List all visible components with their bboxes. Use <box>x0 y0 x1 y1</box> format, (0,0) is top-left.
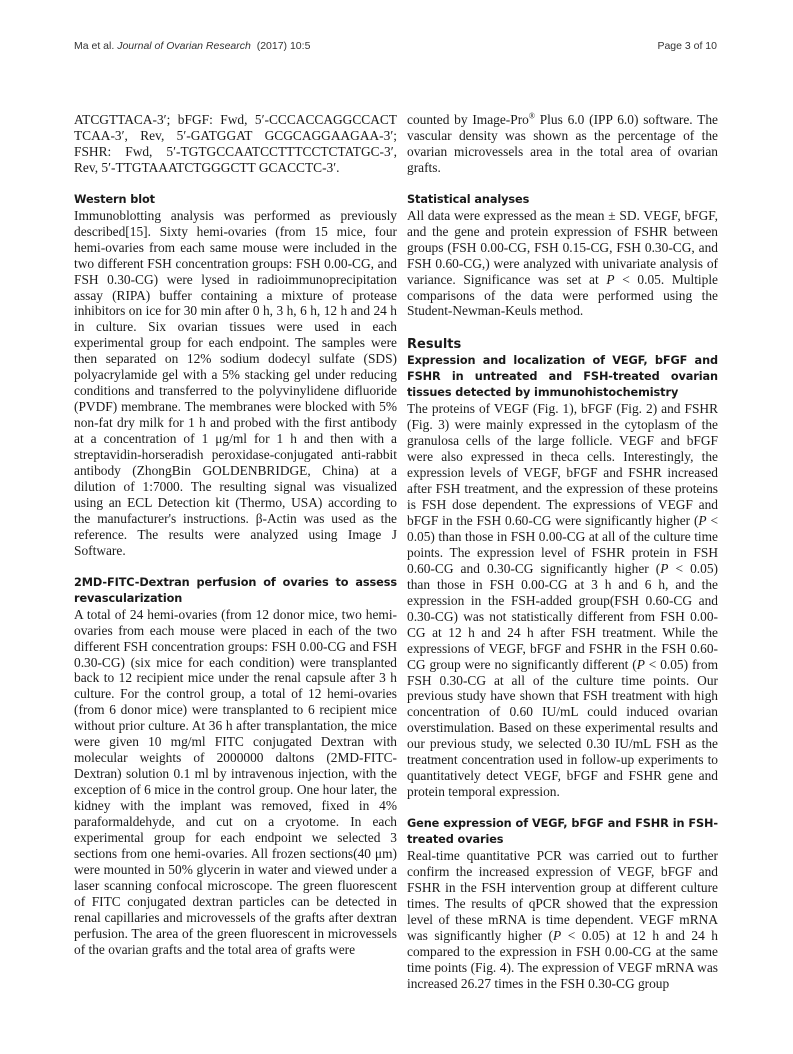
statistics-paragraph: All data were expressed as the mean ± SD. VEGF, bFGF, and the gene and protein expression of FSHR between groups (FSH 0.00-CG, FSH 0.15-CG, FSH 0.30-CG, and FSH 0.60-CG,) were analyzed with univariate analysis of variance. Significance was set at P < 0.05. Multiple comparisons of the data were performed using the Student-Newman-Keuls method. <box>407 207 718 319</box>
journal-citation: Ma et al. Journal of Ovarian Research (2017) 10:5 <box>74 40 311 52</box>
section-heading-western-blot: Western blot <box>74 192 155 206</box>
left-column <box>74 112 397 958</box>
journal-name: Journal of Ovarian Research <box>117 40 251 52</box>
primer-sequences: ATCGTTACA-3′; bFGF: Fwd, 5′-CCCACCAGGCCACT TCAA-3′, Rev, 5′-GATGGAT GCGCAGGAAGAA-3′; FSHR: Fwd, 5′-TGTGCCAATCCTTTCCTCTATGC-3′, Rev, 5′-TTGTAAATCTGGGCTT GCACCTC-3′. <box>74 112 397 175</box>
page-number: Page 3 of 10 <box>657 40 717 52</box>
section-heading-dextran-perfusion: 2MD-FITC-Dextran perfusion of ovaries to assess revascularization <box>74 575 397 605</box>
section-heading-results: Results <box>407 337 462 353</box>
dextran-paragraph: A total of 24 hemi-ovaries (from 12 donor mice, two hemi-ovaries from each mouse were placed in each of the two different FSH concentration groups: FSH 0.00-CG and FSH 0.30-CG) (six mice for each condition) were transplanted back to 12 recipient mice under the renal capsule after 3 h culture. For the control group, a total of 12 hemi-ovaries (from 6 donor mice) were transplanted to 6 recipient mice without prior culture. At 36 h after transplantation, the mice were given 10 mg/ml FITC conjugated Dextran with molecular weights of 2000000 daltons (2MD-FITC-Dextran) solution 0.1 ml by intravenous injection, with the exception of 6 mice in the control group. One hour later, the kidney with the implant was removed, fixed in 4% paraformaldehyde, and cut on a cryotome. In each experimental group for each endpoint we selected 3 sections from one hemi-ovaries. All frozen sections(40 μm) were mounted in 50% glycerin in water and viewed under a laser scanning confocal microscope. The green fluorescent of FITC conjugated dextran particles can be detected in renal capillaries and microvessels of the grafts after dextran perfusion. The area of the green fluorescent in microvessels of the ovarian grafts and the total area of grafts were <box>74 606 397 957</box>
western-blot-paragraph: Immunoblotting analysis was performed as previously described[15]. Sixty hemi-ovaries (from 15 mice, four hemi-ovaries from each same mouse were included in the two different FSH concentration groups: FSH 0.00-CG, and FSH 0.30-CG) were lysed in radioimmunoprecipitation assay (RIPA) buffer containing a mixture of protease inhibitors on ice for 30 min after 0 h, 3 h, 6 h, 12 h and 24 h in culture. Six ovarian tissues were used in each experimental group for each endpoint. The samples were then separated on 12% sodium dodecyl sulfate (SDS) polyacrylamide gel with a 5% stacking gel under reducing conditions and transferred to the polyvinylidene difluoride (PVDF) membrane. The membranes were blocked with 5% non-fat dry milk for 1 h and probed with the first antibody at a concentration of 1 μg/ml for 1 h and then with a streptavidin-horseradish peroxidase-conjugated anti-rabbit antibody (ZhongBin GOLDENBRIDGE, China) at a dilution of 1:7000. The resulting signal was visualized using an ECL Detection kit (Thermo, USA) according to the manufacturer's instructions. β-Actin was used as the reference. The results were analyzed using Image J Software. <box>74 207 397 558</box>
dextran-paragraph-continued: counted by Image-Pro® Plus 6.0 (IPP 6.0) software. The vascular density was shown as the percentage of the ovarian microvessels area in the total area of ovarian grafts. <box>407 111 719 175</box>
running-header <box>74 40 717 56</box>
registered-mark: ® <box>528 111 535 121</box>
section-heading-statistical-analyses: Statistical analyses <box>407 192 530 206</box>
subsection-heading-expression-localization: Expression and localization of VEGF, bFGF and FSHR in untreated and FSH-treated ovarian tissues detected by immunohistochemistry <box>407 354 718 400</box>
subsection-heading-gene-expression: Gene expression of VEGF, bFGF and FSHR in FSH-treated ovaries <box>407 817 718 847</box>
gene-expression-paragraph: Real-time quantitative PCR was carried out to further confirm the increased expression of VEGF, bFGF and FSHR in the FSH intervention group at different culture times. The results of qPCR showed that the expression level of these mRNA is time dependent. VEGF mRNA was significantly higher (P < 0.05) at 12 h and 24 h compared to the expression in FSH 0.00-CG at the same time points (Fig. 4). The expression of VEGF mRNA was increased 26.27 times in the FSH 0.30-CG group <box>407 848 718 991</box>
expression-localization-paragraph: The proteins of VEGF (Fig. 1), bFGF (Fig. 2) and FSHR (Fig. 3) were mainly expressed in the cytoplasm of the granulosa cells of the large follicle. VEGF and bFGF were also expressed in theca cells. Interestingly, the expression levels of VEGF, bFGF and FSHR increased after FSH treatment, and the expression of these proteins is FSH dose dependent. The expressions of VEGF and bFGF in the FSH 0.60-CG were significantly higher (P < 0.05) than those in FSH 0.00-CG at all of the culture time points. The expression level of FSHR protein in FSH 0.60-CG and 0.30-CG significantly higher (P < 0.05) than those in FSH 0.00-CG at 3 h and 6 h, and the expression in the FSH-added group(FSH 0.60-CG and 0.30-CG) was not statistically different from FSH 0.00-CG at 12 h and 24 h after FSH treatment. While the expressions of VEGF, bFGF and FSHR in the FSH 0.60-CG group were no significantly different (P < 0.05) from FSH 0.30-CG at all of the culture time points. Our previous study have shown that FSH treatment with high concentration of 0.60 IU/mL could induced ovarian overstimulation. Based on these experimental results and our previous study, we selected 0.30 IU/mL FSH as the treatment concentration used in follow-up experiments to quantitatively detect VEGF, bFGF and FSHR gene and protein temporal expression. <box>407 401 719 800</box>
right-column <box>407 112 718 992</box>
